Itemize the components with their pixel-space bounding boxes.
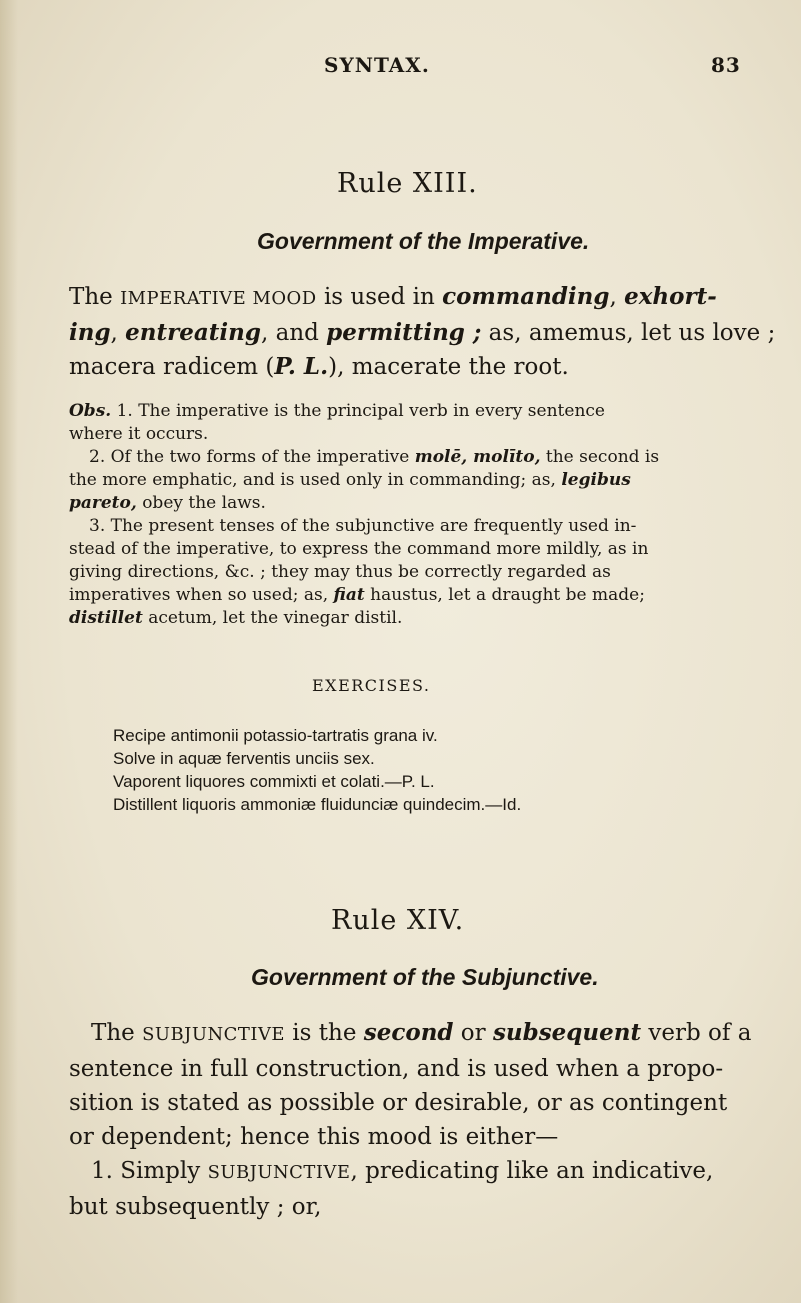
para-line: sition is stated as possible or desirable, or as contingent: [69, 1090, 728, 1116]
obs-line: Obs. 1. The imperative is the principal verb in every sentence: [69, 401, 605, 421]
rule-13-subheading: Government of the Imperative.: [257, 228, 590, 254]
obs-line: the more emphatic, and is used only in commanding; as, legibus: [69, 470, 631, 490]
exercise-line: Distillent liquoris ammoniæ fluidunciæ quindecim.—Id.: [113, 795, 522, 814]
para-line: The SUBJUNCTIVE is the second or subsequent verb of a: [91, 1019, 752, 1046]
exercise-line: Vaporent liquores commixti et colati.—P. L.: [113, 772, 435, 791]
obs-line: giving directions, &c. ; they may thus be correctly regarded as: [69, 562, 611, 582]
rule-13-paragraph: [69, 280, 775, 384]
para-line: or dependent; hence this mood is either—: [69, 1124, 559, 1150]
page-number: 83: [711, 53, 741, 77]
obs-line: 2. Of the two forms of the imperative molē, molīto, the second is: [89, 447, 660, 467]
para-line: sentence in full construction, and is used when a propo-: [69, 1056, 724, 1082]
rule-14-paragraph: [69, 1016, 751, 1224]
observations: [69, 400, 659, 630]
para-line: ing, entreating, and permitting ; as, amemus, let us love ;: [69, 319, 776, 346]
obs-line: distillet acetum, let the vinegar distil.: [69, 608, 403, 628]
para-line: but subsequently ; or,: [69, 1194, 322, 1220]
exercises-list: [113, 724, 521, 816]
obs-line: where it occurs.: [69, 424, 209, 444]
exercise-line: Recipe antimonii potassio-tartratis grana iv.: [113, 726, 438, 745]
obs-line: stead of the imperative, to express the command more mildly, as in: [69, 539, 649, 559]
obs-line: imperatives when so used; as, fiat haustus, let a draught be made;: [69, 585, 645, 605]
obs-line: 3. The present tenses of the subjunctive are frequently used in-: [89, 516, 637, 536]
running-head: SYNTAX.: [324, 53, 430, 77]
exercise-line: Solve in aquæ ferventis unciis sex.: [113, 749, 375, 768]
para-line: 1. Simply SUBJUNCTIVE, predicating like an indicative,: [91, 1158, 714, 1184]
page-gutter-shadow: [0, 0, 18, 1303]
para-line: macera radicem (P. L.), macerate the root.: [69, 353, 569, 380]
rule-14-subheading: Government of the Subjunctive.: [251, 964, 599, 990]
rule-14-heading: Rule XIV.: [331, 905, 465, 936]
exercises-heading: EXERCISES.: [312, 676, 431, 695]
para-line: The IMPERATIVE MOOD is used in commanding, exhort-: [69, 283, 717, 310]
obs-line: pareto, obey the laws.: [69, 493, 266, 513]
rule-13-heading: Rule XIII.: [337, 168, 478, 199]
